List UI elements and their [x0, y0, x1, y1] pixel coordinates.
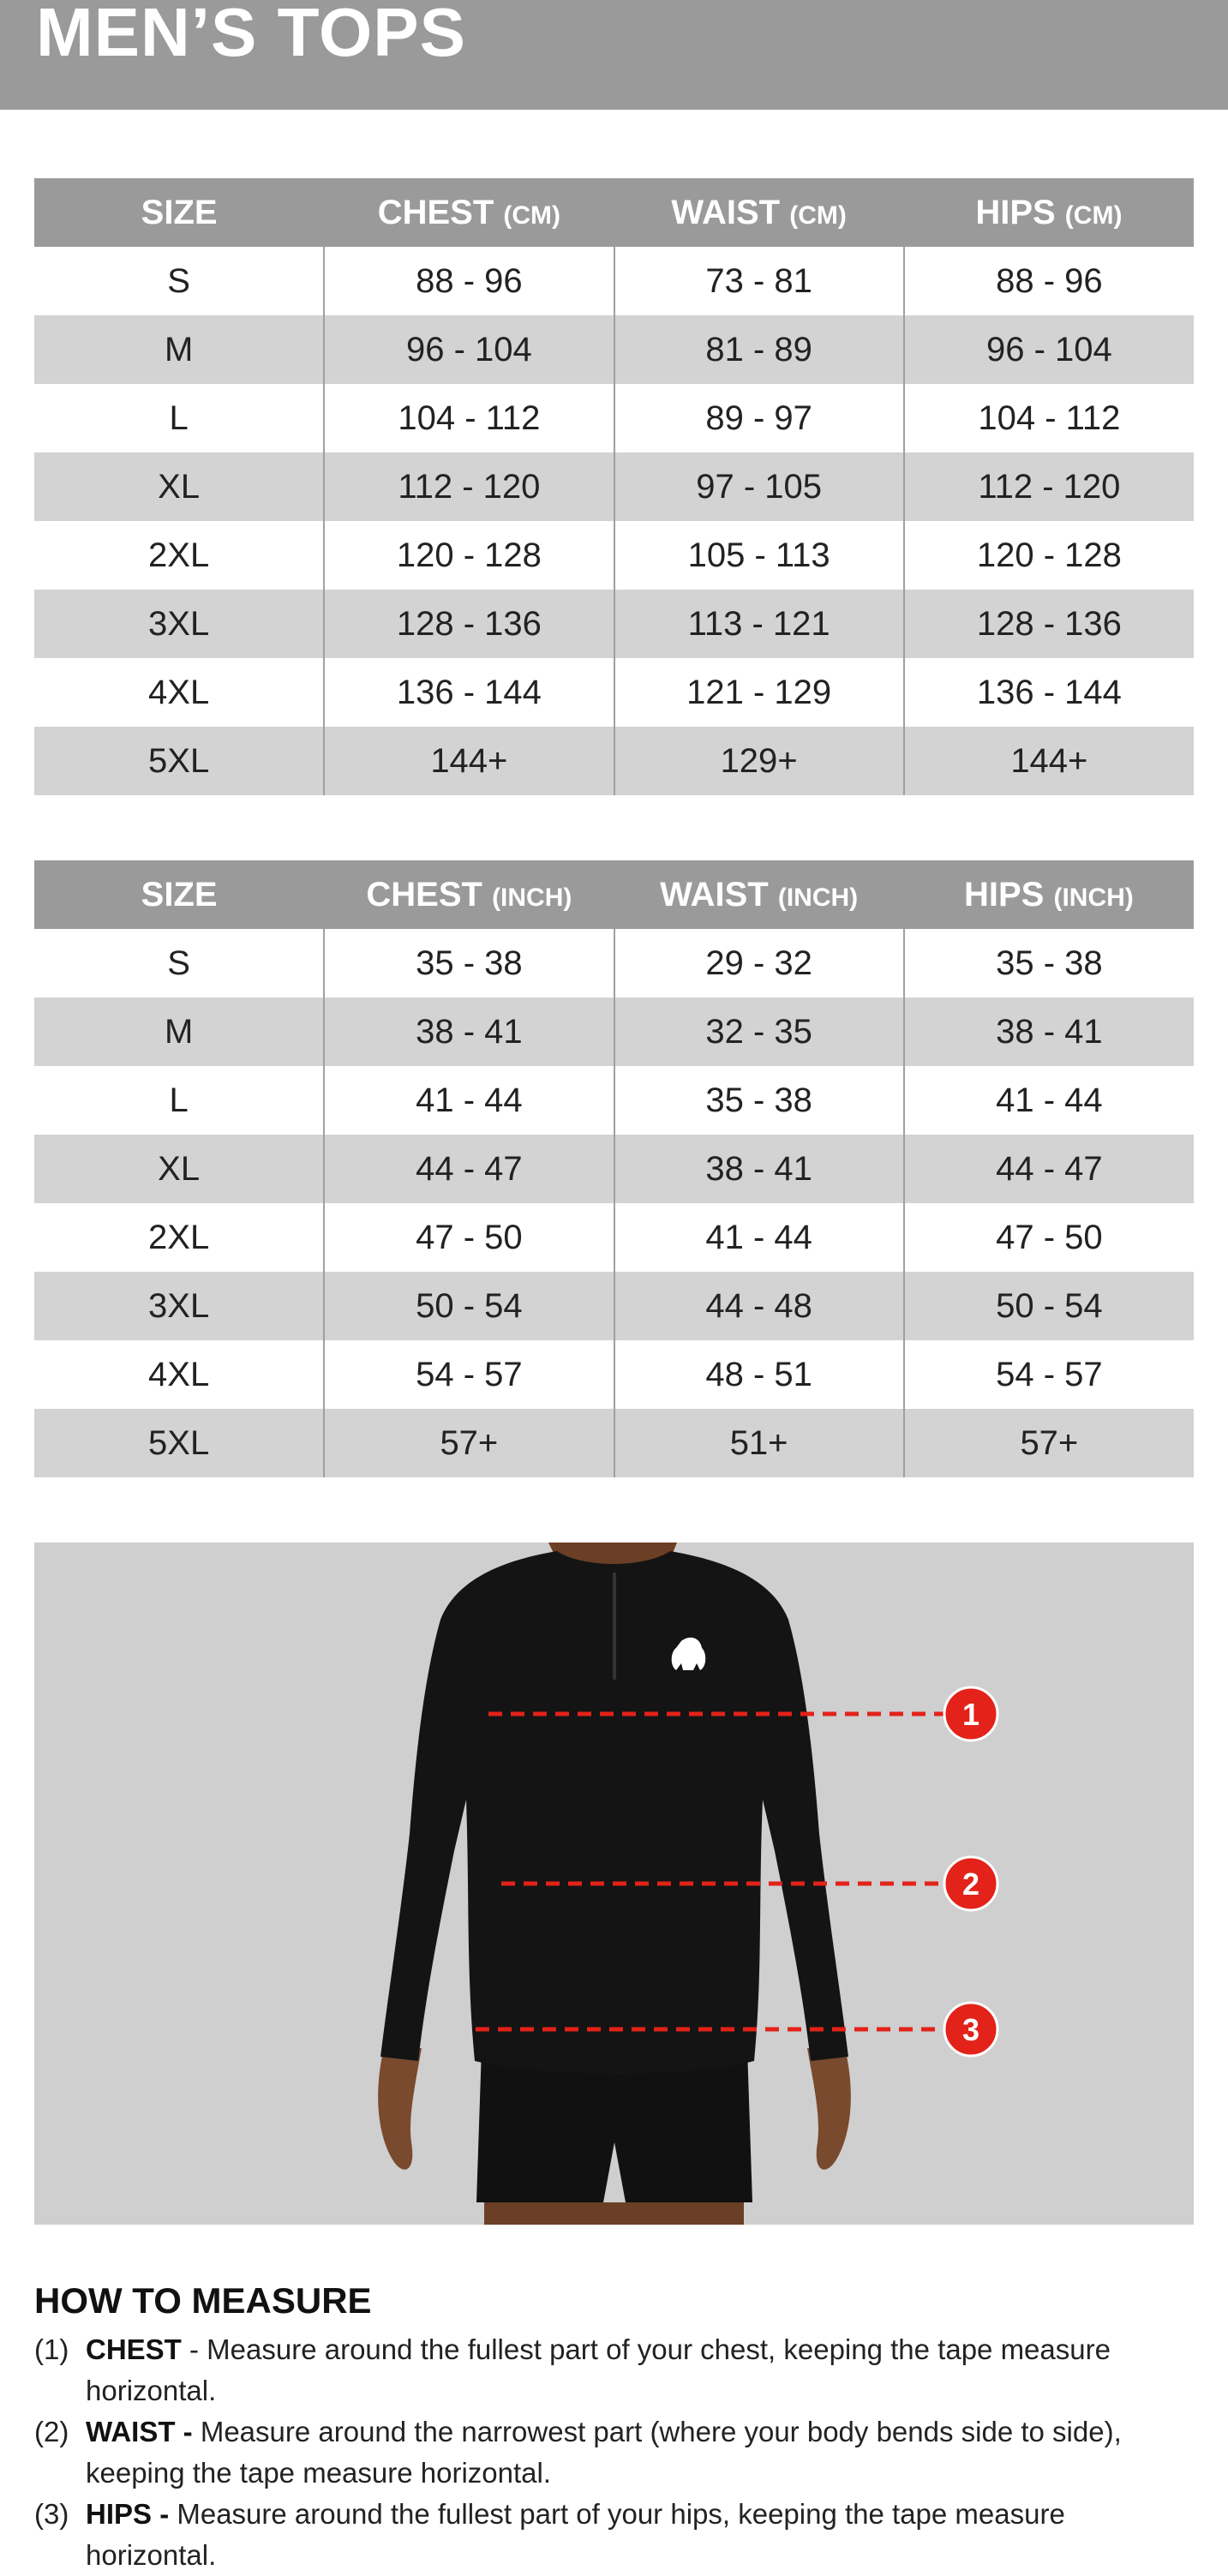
table-header-row — [34, 860, 1194, 929]
column-header-label: CHEST — [366, 875, 482, 914]
measurement-cell: 41 - 44 — [904, 1066, 1194, 1135]
svg-text:1: 1 — [961, 1697, 980, 1732]
column-header — [904, 178, 1194, 247]
measurement-cell: 112 - 120 — [904, 452, 1194, 521]
measurement-cell: 41 - 44 — [614, 1203, 904, 1272]
column-header-label: SIZE — [141, 193, 218, 231]
size-cell: 4XL — [148, 1355, 210, 1393]
table-row — [34, 1066, 1194, 1135]
size-cell: 3XL — [34, 1272, 324, 1340]
instruction-waist — [34, 2411, 1200, 2494]
size-cell: 3XL — [34, 590, 324, 658]
measurement-cell: 96 - 104 — [324, 315, 614, 384]
instruction-term: WAIST - — [86, 2416, 193, 2447]
size-cell: 2XL — [148, 1218, 210, 1256]
table-row — [34, 452, 1194, 521]
measurement-cell: 48 - 51 — [614, 1340, 904, 1409]
measurement-cell: 38 - 41 — [324, 997, 614, 1066]
size-cell: XL — [34, 452, 324, 521]
page-header — [0, 0, 1228, 110]
measurement-cell: 104 - 112 — [904, 384, 1194, 452]
instruction-term: CHEST — [86, 2333, 182, 2365]
column-header-label: CHEST — [377, 193, 494, 231]
marker-1 — [944, 1687, 997, 1740]
table-row — [34, 1203, 1194, 1272]
table-row — [34, 1135, 1194, 1203]
measurement-cell: 38 - 41 — [614, 1135, 904, 1203]
size-cell: M — [34, 997, 324, 1066]
measurement-cell: 97 - 105 — [614, 452, 904, 521]
measurement-cell: 35 - 38 — [324, 929, 614, 997]
table-row — [34, 1340, 1194, 1409]
measurement-cell: 41 - 44 — [324, 1066, 614, 1135]
measurement-cell: 88 - 96 — [904, 247, 1194, 315]
instruction-chest — [34, 2329, 1200, 2411]
measurement-cell: 129+ — [614, 727, 904, 795]
measurement-cell: 51+ — [614, 1409, 904, 1477]
measurement-cell: 44 - 47 — [904, 1135, 1194, 1203]
column-header — [34, 860, 324, 929]
measurement-cell: 120 - 128 — [324, 521, 614, 590]
instruction-text: Measure around the narrowest part (where your body bends side to side), keeping the tape measure horizontal. — [86, 2416, 1122, 2489]
column-header — [614, 860, 904, 929]
measurement-cell: 54 - 57 — [904, 1340, 1194, 1409]
measurement-cell: 89 - 97 — [614, 384, 904, 452]
measurement-cell: 50 - 54 — [904, 1272, 1194, 1340]
measurement-cell: 54 - 57 — [324, 1340, 614, 1409]
table-row — [34, 997, 1194, 1066]
size-cell: L — [169, 1081, 189, 1119]
marker-2 — [944, 1857, 997, 1910]
column-header — [614, 178, 904, 247]
size-table-inch — [34, 860, 1194, 1477]
column-header-unit: (INCH) — [777, 883, 859, 912]
measurement-cell: 136 - 144 — [904, 658, 1194, 727]
column-header — [904, 860, 1194, 929]
measurement-figure — [34, 1543, 1194, 2225]
measurement-cell: 112 - 120 — [324, 452, 614, 521]
measure-instructions — [34, 2329, 1200, 2576]
column-header-unit: (INCH) — [492, 883, 572, 912]
column-header-label: SIZE — [141, 875, 218, 914]
left-hand — [378, 2048, 422, 2170]
size-cell: 2XL — [148, 536, 210, 574]
table-row — [34, 521, 1194, 590]
measurement-cell: 128 - 136 — [904, 590, 1194, 658]
how-to-measure — [34, 2279, 1200, 2576]
measurement-cell: 128 - 136 — [324, 590, 614, 658]
measurement-cell: 35 - 38 — [904, 929, 1194, 997]
instruction-number: (2) — [34, 2416, 69, 2447]
measurement-cell: 113 - 121 — [614, 590, 904, 658]
column-header-label: WAIST — [671, 193, 781, 231]
marker-3 — [944, 2003, 997, 2056]
measurement-cell: 57+ — [904, 1409, 1194, 1477]
measurement-cell: 88 - 96 — [324, 247, 614, 315]
measurement-cell: 136 - 144 — [324, 658, 614, 727]
table-row — [34, 658, 1194, 727]
legs — [484, 2202, 744, 2225]
how-to-measure-title: HOW TO MEASURE — [34, 2280, 372, 2321]
measurement-cell: 96 - 104 — [904, 315, 1194, 384]
measurement-cell: 144+ — [324, 727, 614, 795]
measurement-cell: 44 - 47 — [324, 1135, 614, 1203]
table-header-row — [34, 178, 1194, 247]
table-row — [34, 315, 1194, 384]
size-table-cm — [34, 178, 1194, 795]
measurement-cell: 105 - 113 — [614, 521, 904, 590]
svg-text:2: 2 — [961, 1866, 980, 1902]
table-row — [34, 1409, 1194, 1477]
instruction-text: Measure around the fullest part of your hips, keeping the tape measure horizontal. — [86, 2498, 1065, 2571]
measurement-cell: 104 - 112 — [324, 384, 614, 452]
measurement-cell: 35 - 38 — [614, 1066, 904, 1135]
measurement-cell: 38 - 41 — [904, 997, 1194, 1066]
measurement-cell: 57+ — [324, 1409, 614, 1477]
instruction-hips — [34, 2494, 1200, 2576]
size-cell: 5XL — [34, 1409, 324, 1477]
column-header-label: HIPS — [975, 193, 1056, 231]
instruction-text: - Measure around the fullest part of your chest, keeping the tape measure horizontal. — [86, 2333, 1111, 2406]
instruction-term: HIPS - — [86, 2498, 170, 2530]
measurement-cell: 32 - 35 — [614, 997, 904, 1066]
svg-text:3: 3 — [961, 2012, 980, 2047]
column-header-unit: (CM) — [503, 201, 561, 230]
size-cell: S — [167, 944, 190, 982]
table-row — [34, 384, 1194, 452]
column-header — [324, 178, 614, 247]
size-cell: M — [34, 315, 324, 384]
table-row — [34, 1272, 1194, 1340]
column-header-unit: (CM) — [789, 201, 847, 230]
column-header — [34, 178, 324, 247]
size-cell: XL — [34, 1135, 324, 1203]
table-row — [34, 590, 1194, 658]
measurement-cell: 47 - 50 — [324, 1203, 614, 1272]
measurement-cell: 81 - 89 — [614, 315, 904, 384]
measurement-cell: 44 - 48 — [614, 1272, 904, 1340]
measurement-cell: 144+ — [904, 727, 1194, 795]
measurement-cell: 120 - 128 — [904, 521, 1194, 590]
table-row — [34, 929, 1194, 997]
measurement-cell: 73 - 81 — [614, 247, 904, 315]
size-cell: 4XL — [148, 673, 210, 711]
table-row — [34, 247, 1194, 315]
column-header-label: WAIST — [660, 875, 769, 914]
table-row — [34, 727, 1194, 795]
column-header-label: HIPS — [963, 875, 1045, 914]
measurement-cell: 50 - 54 — [324, 1272, 614, 1340]
model-illustration — [34, 1543, 1194, 2225]
page-title: MEN’S TOPS — [36, 0, 466, 70]
instruction-number: (1) — [34, 2333, 69, 2365]
measurement-cell: 47 - 50 — [904, 1203, 1194, 1272]
measurement-cell: 121 - 129 — [614, 658, 904, 727]
size-cell: S — [167, 261, 190, 300]
size-cell: L — [169, 398, 189, 437]
column-header — [324, 860, 614, 929]
size-cell: 5XL — [34, 727, 324, 795]
instruction-number: (3) — [34, 2498, 69, 2530]
column-header-unit: (INCH) — [1053, 883, 1134, 912]
column-header-unit: (CM) — [1064, 201, 1123, 230]
measurement-cell: 29 - 32 — [614, 929, 904, 997]
right-hand — [807, 2048, 851, 2170]
